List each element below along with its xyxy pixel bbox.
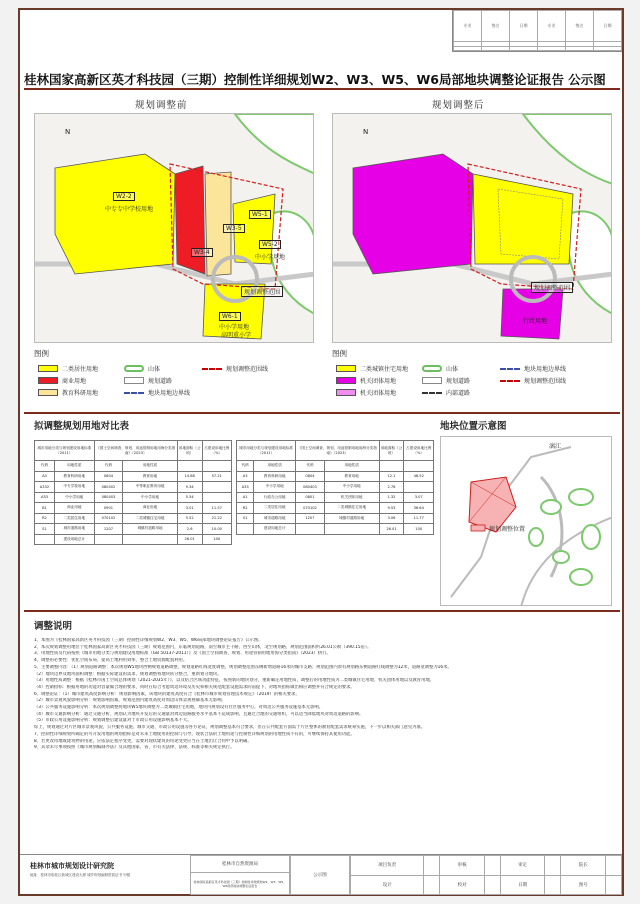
zone-label-w2-2: W2-2 <box>113 192 135 201</box>
table-cell: 行政办公用地 <box>254 492 296 503</box>
table-cell: R2 <box>35 513 55 524</box>
table-cell: 建设用地总计 <box>254 524 296 535</box>
map-before <box>34 113 314 343</box>
table-cell <box>324 524 379 535</box>
table-row <box>35 524 232 535</box>
table-cell: 26.01 <box>379 524 404 535</box>
river-label: 漓江 <box>549 443 562 450</box>
zone-label-w3-4: W3-4 <box>191 248 213 257</box>
table-cell: 3.07 <box>404 492 434 503</box>
table-cell: 1.32 <box>379 492 404 503</box>
table-cell: A1 <box>237 492 254 503</box>
zone-label: 高明重小学 <box>221 332 252 339</box>
note-line: （5）市政公用设施影响分析：规划调整后建设量对于市政公用设施影响基本不大。 <box>34 718 192 724</box>
note-line: （2）城市景观风貌影响分析：规划影响因素，规划范围内建筑高度对周边山体景观视廊基本无影响。 <box>34 698 226 704</box>
location-map-svg <box>441 437 612 606</box>
table-header-cell: 占建设用地比例（%） <box>202 441 231 461</box>
note-line: 综上，规划通过对片区城市景观风貌、公共服务设施、城市交通、市政公用设施等各方论证，规划调整基本符合要求，但在公共配套方面需于片区整体的教育配套需求统筹实施，下一步以相关部门意见为准。 <box>34 725 426 731</box>
note-line: （3）用地性质调整：根据《桂林市国土空间总体规划（2021-2035年）》，以及结合区域功能特征，按照新的地块划分，重新确定用地性质，调整后的用地性质为二类城镇住宅用地、机关团体用地以及教育用地。 <box>34 678 434 684</box>
table-cell <box>202 482 231 493</box>
table-cell: R2 <box>237 503 254 514</box>
table-cell <box>296 524 325 535</box>
notes-body <box>34 638 614 752</box>
table-cell: 1207 <box>296 513 325 524</box>
table-cell: 9.53 <box>379 503 404 514</box>
note-line: （3）公共服务设施影响分析：本次规划调整将地块W5地块调整为二类城镇住宅用地，地块内规划设有社区服务中心，对周边公共服务设施基本无影响。 <box>34 705 324 711</box>
table-subheader-cell <box>379 461 404 472</box>
table-cell: 14.88 <box>177 471 202 482</box>
comparison-table-after <box>236 440 434 535</box>
note-line: 4、调整的必要性：优化空间布局，提高土地利用效率，整合土地资源配置利用。 <box>34 658 188 664</box>
table-cell: A3 <box>237 471 254 482</box>
table-cell: 中小学用地 <box>324 482 379 493</box>
legend-item: 规划调整范围线 <box>500 376 566 385</box>
table-cell: 070102 <box>94 513 123 524</box>
note-line: 3、用地性质及代码按照《城市用地分类与规划建设用地标准（GB 50137-2011）》及《国土空间调查、规划、用途管制用地用海分类指南》（2023）执行。 <box>34 651 331 657</box>
table-cell <box>404 482 434 493</box>
table-cell: 机关团体用地 <box>324 492 379 503</box>
table-cell: S1 <box>35 524 55 535</box>
table-row <box>35 534 232 545</box>
table-row <box>35 503 232 514</box>
legend-item: 机关团体用地 <box>336 376 396 385</box>
table-row <box>237 492 434 503</box>
map-before-svg <box>35 114 314 343</box>
map-after-svg <box>333 114 612 343</box>
table-row <box>35 471 232 482</box>
table-cell: 城市道路用地 <box>54 524 94 535</box>
title-block-top: 专业 签名 日期 专业 签名 日期 <box>452 10 622 52</box>
org-name: 桂林市城市规划设计研究院 <box>30 862 114 870</box>
table-header-cell: 城市用地分类与规划建设用地标准（2011） <box>35 441 95 461</box>
table-subheader-cell: 用地性质 <box>254 461 296 472</box>
comparison-heading: 拟调整规划用地对比表 <box>34 421 130 432</box>
zone-label-w6-1: W6-1 <box>219 312 241 321</box>
note-line: 5、主要调整内容：（1）规划道路调整：本次规划W5地块西侧规划道路调整，规划道路红线宽度调整，规划调整范围东侧新增道路16米的城市支路；规划范围内原有规划路东侧道路红线调整为12米，道路宽调整为16米。 <box>34 664 452 670</box>
location-legend-label: 规划调整位置 <box>489 526 526 533</box>
notes-heading: 调整说明 <box>34 621 73 632</box>
org-detail: 地址：桂林市临桂区新城区建设大厦 城乡规划编制资质证书 甲级 <box>30 873 131 877</box>
table-header-cell: 占建设用地比例（%） <box>404 441 434 461</box>
table-cell <box>94 534 123 545</box>
table-cell: 57.21 <box>202 471 231 482</box>
table-cell: 教育科研用地 <box>54 471 94 482</box>
table-cell <box>202 492 231 503</box>
table-cell: 二类居住用地 <box>54 513 94 524</box>
legend-before-heading: 图例 <box>34 349 49 358</box>
note-line: （4）控制指标：根据用地的功能对容量做合理的要求，同时在综合考虑周边环境及历史和相关规范配套设施需求的前提下，对地块指标做出相应调整并符合规定的要求。 <box>34 684 355 690</box>
table-cell: 070102 <box>296 503 325 514</box>
table-cell <box>35 534 55 545</box>
note-line: 1、本图为《桂林国家高新区英才科技园（三期）控制性详细规划W2、W3、W5、W6局部地块调整论证报告》公示图。 <box>34 638 263 643</box>
table-cell: 城镇村道路用地 <box>324 513 379 524</box>
table-cell: 中专学校用地 <box>54 482 94 493</box>
table-cell: 1207 <box>94 524 123 535</box>
zone-label-adjust: 规划调整范围 <box>241 286 283 297</box>
table-cell: 9.34 <box>177 482 202 493</box>
table-cell: 2.6 <box>177 524 202 535</box>
table-row <box>237 524 434 535</box>
svg-text:N: N <box>363 128 369 136</box>
legend-after <box>332 360 612 410</box>
table-header-cell: 用地面积（公顷） <box>177 441 202 461</box>
legend-item: 内部道路 <box>422 388 470 397</box>
table-row <box>35 513 232 524</box>
legend-item: 二类居住用地 <box>38 364 98 373</box>
table-row <box>237 471 434 482</box>
table-cell: S1 <box>237 513 254 524</box>
legend-item: 商业用地 <box>38 376 86 385</box>
drawing-sheet <box>18 8 624 896</box>
table-cell: 5.52 <box>177 513 202 524</box>
note-line: 8、若更改用地或建筑物的用途，应依法定程序变更，需要对现状建筑的用途变更应当在土地出让合同中予以明确。 <box>34 738 252 744</box>
table-cell: B1 <box>35 503 55 514</box>
table-cell: A3 <box>35 471 55 482</box>
table-cell: 城镇村道路用地 <box>123 524 177 535</box>
table-cell: 080403 <box>296 482 325 493</box>
table-cell <box>237 524 254 535</box>
table-subheader-cell: 代码 <box>94 461 123 472</box>
table-subheader-cell <box>404 461 434 472</box>
table-row <box>35 492 232 503</box>
section-rule <box>24 610 620 612</box>
map-before-heading: 规划调整前 <box>135 100 188 111</box>
table-subheader-cell: 代码 <box>35 461 55 472</box>
footer-drawing-cell: 公示图 <box>290 855 350 895</box>
table-subheader-cell: 用地性质 <box>324 461 379 472</box>
legend-item: 二类城镇住宅用地 <box>336 364 408 373</box>
table-cell: 26.01 <box>177 534 202 545</box>
table-cell: 中等职业教育用地 <box>123 482 177 493</box>
table-cell: 36.64 <box>404 503 434 514</box>
legend-item: 地块用地边界线 <box>500 364 566 373</box>
note-line: （2）地块边界及地块面积调整：根据实际建设的需求，规划调整将地块转分整合，重新划分地块。 <box>34 671 222 677</box>
table-cell: 商业用地 <box>123 503 177 514</box>
table-subheader-cell: 代码 <box>296 461 325 472</box>
table-cell: 11.77 <box>404 513 434 524</box>
table-cell: 0801 <box>296 492 325 503</box>
zone-label-adjust: 规划调整范围 <box>531 282 573 293</box>
legend-item: 规划调整范围线 <box>202 364 268 373</box>
table-cell: A332 <box>35 482 55 493</box>
table-cell: 二类城镇住宅用地 <box>324 503 379 514</box>
table-cell: A33 <box>35 492 55 503</box>
legend-item: 山体 <box>124 364 160 373</box>
table-cell: 教育用地 <box>123 471 177 482</box>
table-row <box>35 482 232 493</box>
zone-label-w5-1: W5-1 <box>249 210 271 219</box>
location-heading: 地块位置示意图 <box>440 421 507 432</box>
zone-label-w3-5: W3-5 <box>223 224 245 233</box>
map-after <box>332 113 612 343</box>
svg-text:N: N <box>65 128 71 136</box>
note-line: 6、调整论证：（1）城市建筑高度影响分析：规划影响因素，该地块的建筑高度符合《桂林市城市规划管理技术规定》（2019）的相关要求。 <box>34 691 300 697</box>
table-cell: 二类居住用地 <box>254 503 296 514</box>
table-cell: 0804 <box>94 471 123 482</box>
zone-label-w5-2: W5-2 <box>259 240 281 249</box>
table-cell: 100 <box>202 534 231 545</box>
note-line: （4）城市交通影响分析：通过交通分析，规划认为地块开发后的交通量对周边道路服务水平基本不造成影响，且通过合理的交通组织，可以适当降低地块对周边道路的影响。 <box>34 711 364 717</box>
zone-label: 中小学用地 <box>219 324 250 331</box>
table-cell: 建设用地总计 <box>54 534 94 545</box>
table-subheader-cell <box>202 461 231 472</box>
table-cell: 080402 <box>94 482 123 493</box>
table-row <box>237 482 434 493</box>
legend-item: 规划道路 <box>422 376 470 385</box>
table-cell: 2.76 <box>379 482 404 493</box>
legend-item: 规划道路 <box>124 376 172 385</box>
legend-item: 教育科研用地 <box>38 388 98 397</box>
legend-before <box>34 360 314 410</box>
table-cell: 11.57 <box>202 503 231 514</box>
table-cell: A33 <box>237 482 254 493</box>
location-map <box>440 436 612 606</box>
note-line: 7、控制性详细规划所确定的可开发用地的规划指标是对未来土地使用的控制与引导，现状合法的土地用途与控制性详细规划的用地性质不符的，可继续保持其使用功能。 <box>34 731 355 737</box>
title-rule <box>24 88 620 90</box>
map-after-heading: 规划调整后 <box>432 100 485 111</box>
table-cell: 46.52 <box>404 471 434 482</box>
footer-client-cell: 桂林市自然资源局 桂林国家高新区英才科技园（三期）控制性详细规划W2、W3、W5、W6局部地块调整论证报告 <box>190 855 290 895</box>
note-line: 2、本次规划调整用地位于桂林国家高新区英才科技园（三期）规划范围内，东临规划道路，南至城市主干路，西至山体，北至规划路，规划范围面积约26.01公顷（390.15亩）。 <box>34 644 372 650</box>
comparison-table-before <box>34 440 232 545</box>
table-cell: 二类城镇住宅用地 <box>123 513 177 524</box>
footer-roles: 项目负责 审核 审定 院长 设计 校对 日期 图号 <box>350 855 622 895</box>
table-cell: 商业用地 <box>54 503 94 514</box>
table-header-cell: 《国土空间调查、规划、用途管制用地用海分类指南》（2023） <box>94 441 177 461</box>
table-cell: 中小学用地 <box>123 492 177 503</box>
table-cell: 0901 <box>94 503 123 514</box>
footer-title-block <box>20 854 622 894</box>
legend-item: 山体 <box>422 364 458 373</box>
table-row <box>237 503 434 514</box>
table-subheader-cell: 用地性质 <box>123 461 177 472</box>
table-cell: 中小学用地 <box>254 482 296 493</box>
table-row <box>237 513 434 524</box>
table-cell: 教育用地 <box>324 471 379 482</box>
note-line: 9、其余未尽事项按照《城市规划编制办法》及其他国家、省、市有关法律、法规、标准等相关规定执行。 <box>34 745 235 751</box>
table-cell: 080403 <box>94 492 123 503</box>
table-header-cell: 用地面积（公顷） <box>379 441 404 461</box>
table-cell: 教育科研用地 <box>254 471 296 482</box>
zone-label: 中专专中学校用地 <box>105 206 154 213</box>
table-subheader-cell: 用地性质 <box>54 461 94 472</box>
table-cell: 城市道路用地 <box>254 513 296 524</box>
section-rule <box>24 412 620 414</box>
legend-item: 地块用地边界线 <box>124 388 190 397</box>
table-cell: 0804 <box>296 471 325 482</box>
table-header-cell: 《国土空间调查、规划、用途管制用地用海分类指南》（2023） <box>296 441 379 461</box>
legend-after-heading: 图例 <box>332 349 347 358</box>
table-header-cell: 城市用地分类与规划建设用地标准（2011） <box>237 441 296 461</box>
table-cell: 中小学用地 <box>54 492 94 503</box>
legend-item: 机关团体用地 <box>336 388 396 397</box>
table-cell <box>123 534 177 545</box>
table-cell: 3.06 <box>379 513 404 524</box>
table-cell: 3.01 <box>177 503 202 514</box>
zone-label: 中小学用地 <box>255 254 286 261</box>
table-cell: 5.54 <box>177 492 202 503</box>
page-title: 桂林国家高新区英才科技园（三期）控制性详细规划W2、W3、W5、W6局部地块调整论证报告 公示图 <box>24 72 606 87</box>
table-cell: 21.22 <box>202 513 231 524</box>
table-subheader-cell: 代码 <box>237 461 254 472</box>
table-subheader-cell <box>177 461 202 472</box>
table-cell: 12.1 <box>379 471 404 482</box>
table-cell: 100 <box>404 524 434 535</box>
table-cell: 10.00 <box>202 524 231 535</box>
zone-label: 行政用地 <box>523 318 548 325</box>
